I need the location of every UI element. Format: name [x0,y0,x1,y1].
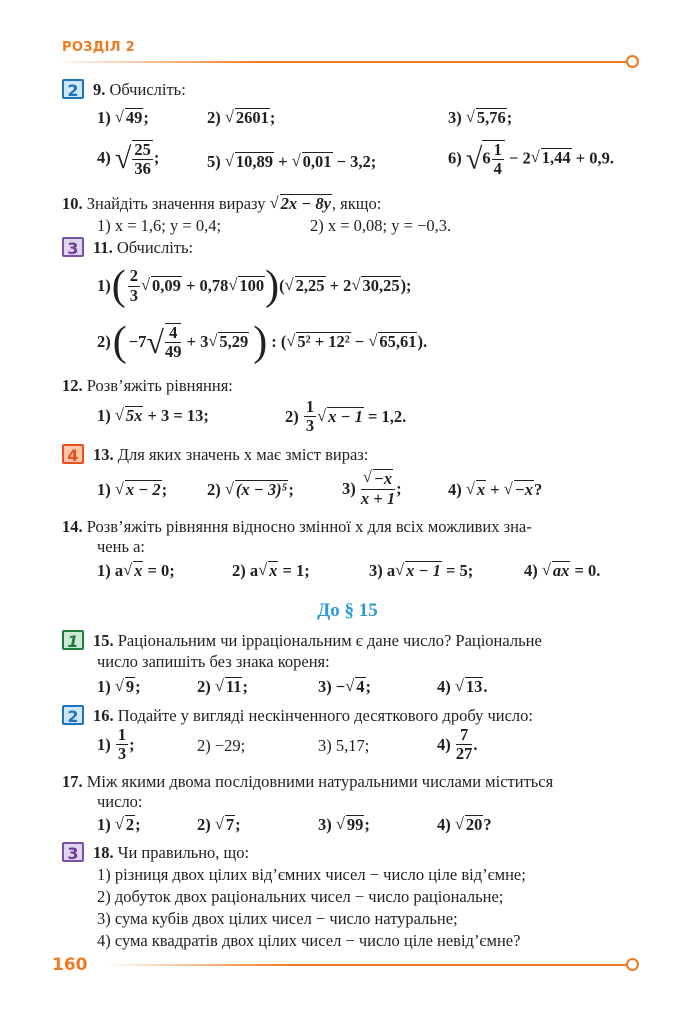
exercise-prompt: Чи правильно, що: [117,843,250,862]
radicand: 20 [465,815,483,834]
sqrt-icon [228,276,265,296]
radicand: 4 [356,677,365,696]
sqrt-icon [351,276,400,296]
radicand: x − 2 [125,480,161,499]
sqrt-icon [141,276,182,296]
exercise-14-prompt-line-2: чень a: [97,537,146,556]
item-label: 3) − [318,677,346,696]
sqrt-icon [115,815,135,835]
exercise-number: 12. [62,376,83,395]
fraction [492,141,504,178]
sqrt-icon [215,815,235,835]
item-tail: + 3 = 13; [147,406,209,425]
fraction [361,469,395,508]
item-label: 1) [97,734,111,754]
left-paren: ( [112,319,127,365]
item-label: 4) [437,734,451,754]
sqrt-icon [336,815,365,835]
sqrt-icon [455,677,484,697]
item-label: 2) [197,815,211,834]
item-end: ; [288,480,294,499]
radicand: ax [552,561,570,580]
item-end: . [473,734,478,754]
ex16-item-2: 2) −29; [197,736,246,755]
section-heading: До § 15 [317,600,378,621]
numerator: 25 [134,140,151,159]
ex12-item-2 [285,398,406,435]
sqrt-icon [115,480,162,500]
item-end: ; [129,734,135,754]
exercise-15-title [93,631,642,651]
radicand: 100 [239,276,265,295]
item-label: 6) [448,148,462,168]
denominator: 49 [164,342,182,361]
sqrt-icon: √ [146,323,164,360]
numerator: 7 [456,726,473,745]
item-tail: + 0,9. [575,148,615,168]
exercise-14-title [62,517,642,537]
item-label: 3) [318,815,332,834]
radicand: x − 1 [328,406,363,426]
operator: − [354,332,365,351]
item-label: 2) [285,406,299,426]
radicand: x [476,480,486,499]
coefficient: −7 [128,332,147,351]
radicand: 13 [465,677,483,696]
exercise-10-title [62,194,381,214]
header-rule-end-circle-icon [626,55,639,68]
radicand: 30,25 [362,276,400,295]
sqrt-icon: √ [465,142,483,176]
radicand: 5x [125,406,143,425]
sqrt-icon [466,480,486,500]
numerator: 4 [165,324,182,343]
ex10-item-1: 1) x = 1,6; y = 0,4; [97,216,222,235]
numerator: 1 [493,140,502,159]
ex15-item-3 [318,677,371,697]
item-end: ; [269,108,276,127]
radicand: 2601 [235,108,269,127]
radicand: 10,89 [235,152,273,171]
item-label: 4) [448,480,462,499]
sqrt-icon [115,108,144,128]
sqrt-icon [466,108,507,128]
item-tail: = 5; [446,561,474,580]
item-label: 1) [97,406,111,425]
exercise-prompt: Обчисліть: [116,238,194,257]
ex17-item-1 [97,815,141,835]
radicand: 5,29 [219,332,249,351]
radicand: 1,44 [541,148,571,168]
item-end: ; [153,147,160,167]
left-paren: ( [111,263,126,309]
sqrt-icon [123,561,143,581]
whole-part: 6 [482,148,491,168]
ex9-item-3 [448,108,512,128]
exercise-number: 9. [93,80,106,99]
radicand: 2,25 [295,276,325,295]
item-label: 1) [97,480,111,499]
sqrt-icon [363,469,393,489]
exercise-number: 14. [62,517,83,536]
exercise-12-title [62,376,233,396]
ex17-item-4 [437,815,492,835]
numerator: 1 [117,725,127,744]
sqrt-icon: √ [114,142,132,176]
radicand: 0,09 [152,276,181,295]
sqrt-icon [115,677,135,697]
fraction [304,398,316,435]
sqrt-icon [368,332,417,352]
sqrt-icon [504,480,534,500]
exercise-number: 18. [93,843,114,862]
ex18-item-4: 4) сума квадратів двох цілих чисел − число ціле невід’ємне? [97,931,521,950]
item-end: ; [161,480,168,499]
fraction [116,726,128,763]
operator: + 3 [186,332,209,351]
exercise-number: 10. [62,194,83,213]
denominator: x + 1 [360,488,396,508]
exercise-prompt: Розв’яжіть рівняння: [86,376,233,395]
operator: : ( [271,332,287,351]
ex11-item-2 [97,318,427,366]
item-label: 5) [207,152,221,171]
exercise-number: 11. [93,238,113,257]
sqrt-icon [215,677,243,697]
sqrt-icon [270,194,332,214]
item-end: ? [534,480,543,499]
exercise-11-title [93,238,193,258]
item-label: 2) [207,108,221,127]
exercise-17-title [62,772,642,792]
radicand: x − 1 [406,561,441,580]
item-tail: = 0; [147,561,175,580]
radicand: 2 [125,815,135,834]
item-end: ). [417,332,428,351]
radicand: 49 [125,108,143,127]
item-end: ; [242,677,248,696]
item-label: 4) [437,677,451,696]
exercise-prompt: Знайдіть значення виразу [86,194,266,213]
operator: + 2 [329,276,352,295]
exercise-9-title [93,80,186,100]
sqrt-icon [115,406,144,426]
item-label: 2) [97,332,111,351]
exercise-prompt: Обчисліть: [109,80,186,99]
ex18-item-1: 1) різниця двох цілих від’ємних чисел − число ціле від’ємне; [97,865,526,884]
sqrt-icon [531,148,572,168]
numerator [361,469,395,490]
item-end: ; [135,815,141,834]
ex18-item-3: 3) сума кубів двох цілих чисел − число натуральне; [97,909,458,928]
radicand: 5,76 [476,108,506,127]
radicand: (x − 3)⁵ [235,480,288,499]
operator: + [490,480,500,499]
prompt-end: , якщо: [331,194,382,213]
item-label: 2) a [232,561,259,580]
sqrt-icon [317,407,364,427]
operator: + [278,152,288,171]
radicand: −x [373,469,393,488]
item-label: 4) [97,147,111,167]
item-label: 3) [448,108,462,127]
item-label: 3) a [369,561,396,580]
item-end: ; [135,677,141,696]
operator: + 0,78 [186,276,229,295]
item-end: ; [365,677,372,696]
ex16-item-4 [437,726,478,763]
ex13-item-1 [97,480,167,500]
item-label: 1) [97,276,111,295]
radicand: 2x − 8y [280,194,331,213]
exercise-prompt: Подайте у вигляді нескінченного десяткового дробу число: [117,706,533,725]
denominator: 4 [493,159,502,179]
item-tail: = 1,2. [368,406,407,426]
sqrt-icon [225,108,270,128]
exercise-number: 16. [93,706,114,725]
sqrt-icon [258,561,278,581]
fraction [165,323,182,361]
item-end: ; [396,478,402,498]
radicand: 99 [346,815,364,834]
item-label: 1) [97,108,111,127]
ex14-item-1 [97,561,175,581]
page-number: 160 [52,955,88,975]
footer-rule-end-circle-icon [626,958,639,971]
sqrt-icon [292,152,333,172]
item-tail: = 0. [574,561,601,580]
exercise-17-prompt-line-2: число: [97,792,143,811]
ex9-item-4 [97,140,159,178]
sqrt-icon [455,815,484,835]
sqrt-icon [542,561,571,581]
ex16-item-3: 3) 5,17; [318,736,370,755]
sqrt-icon [225,152,274,172]
ex15-item-2 [197,677,248,697]
ex14-item-2 [232,561,310,581]
radicand: −x [514,480,534,499]
ex10-item-2: 2) x = 0,08; y = −0,3. [310,216,452,235]
ex13-item-3 [342,469,402,508]
item-label: 4) [437,815,451,834]
level-badge-2: 2 [62,705,84,725]
ex15-item-4 [437,677,488,697]
ex17-item-2 [197,815,241,835]
level-badge-1: 1 [62,630,84,650]
radicand: 65,61 [379,332,417,351]
ex12-item-1 [97,406,209,426]
fraction [128,267,140,304]
ex17-item-3 [318,815,370,835]
exercise-13-title [93,445,368,465]
operator: − 2 [508,148,531,168]
sqrt-icon [225,480,288,500]
level-badge-3: 3 [62,237,84,257]
item-end: ; [143,108,149,127]
level-badge-2: 2 [62,79,84,99]
ex13-item-2 [207,480,294,500]
exercise-18-title [93,843,249,863]
exercise-prompt-line-1: Між якими двома послідовними натуральними числами міститься [86,772,554,791]
exercise-number: 17. [62,772,83,791]
header-rule [62,61,627,63]
ex9-item-6 [448,140,614,178]
denominator: 3 [129,285,138,305]
ex18-item-2: 2) добуток двох раціональних чисел − число раціональне; [97,887,504,906]
ex15-item-1 [97,677,141,697]
sqrt-icon [286,332,350,352]
ex13-item-4 [448,480,542,500]
item-label: 1) [97,677,111,696]
exercise-prompt-line-1: Розв’яжіть рівняння відносно змінної x для всіх можливих зна- [86,517,532,536]
denominator: 36 [134,159,151,179]
radicand: 7 [225,815,235,834]
chapter-label: РОЗДІЛ 2 [62,40,135,55]
numerator: 2 [129,266,138,286]
ex14-item-3 [369,561,473,581]
sqrt-icon [395,561,442,581]
ex9-item-5 [207,152,376,172]
exercise-15-prompt-line-2: число запишіть без знака кореня: [97,652,330,671]
right-paren: ) [253,319,268,365]
denominator: 3 [117,744,127,764]
ex16-item-1 [97,726,135,763]
item-label: 1) [97,815,111,834]
ex14-item-4 [524,561,600,581]
item-end: ; [235,815,241,834]
radicand: 9 [125,677,135,696]
footer-rule [110,964,627,966]
item-label: 3) [342,478,356,498]
sqrt-icon [285,276,326,296]
item-end: . [483,677,488,696]
fraction [456,726,473,763]
denominator: 3 [305,416,315,436]
radicand: 0,01 [302,152,332,171]
radicand: 5² + 12² [297,332,350,351]
radicand: 11 [225,677,242,696]
exercise-number: 15. [93,631,114,650]
ex9-item-2 [207,108,275,128]
item-end: ; [506,108,513,127]
item-end: ? [483,815,492,834]
item-label: 4) [524,561,538,580]
exercise-prompt-line-1: Раціональним чи ірраціональним є дане число? Раціональне [117,631,542,650]
level-badge-3: 3 [62,842,84,862]
sqrt-icon [208,332,249,352]
sqrt-icon [345,677,365,697]
item-tail: − 3,2; [336,152,377,171]
item-tail: = 1; [282,561,310,580]
exercise-prompt: Для яких значень x має зміст вираз: [117,445,369,464]
denominator: 27 [455,744,473,764]
radicand: x [269,561,278,580]
numerator: 1 [305,397,315,416]
right-paren: ) [265,263,280,309]
exercise-16-title [93,706,533,726]
fraction [132,140,153,178]
level-badge-4: 4 [62,444,84,464]
item-label: 1) a [97,561,124,580]
exercise-number: 13. [93,445,114,464]
radicand: x [134,561,143,580]
item-label: 2) [207,480,221,499]
ex11-item-1: 1) ( $\frac{2}{3}$ √ 0,09 + 0,78 √ 100 ) ( √ 2,25 + 2 √ 30,25 ); [97,262,412,310]
ex9-item-1 [97,108,149,128]
item-end: ); [400,276,412,295]
item-end: ; [364,815,370,834]
item-label: 2) [197,677,211,696]
